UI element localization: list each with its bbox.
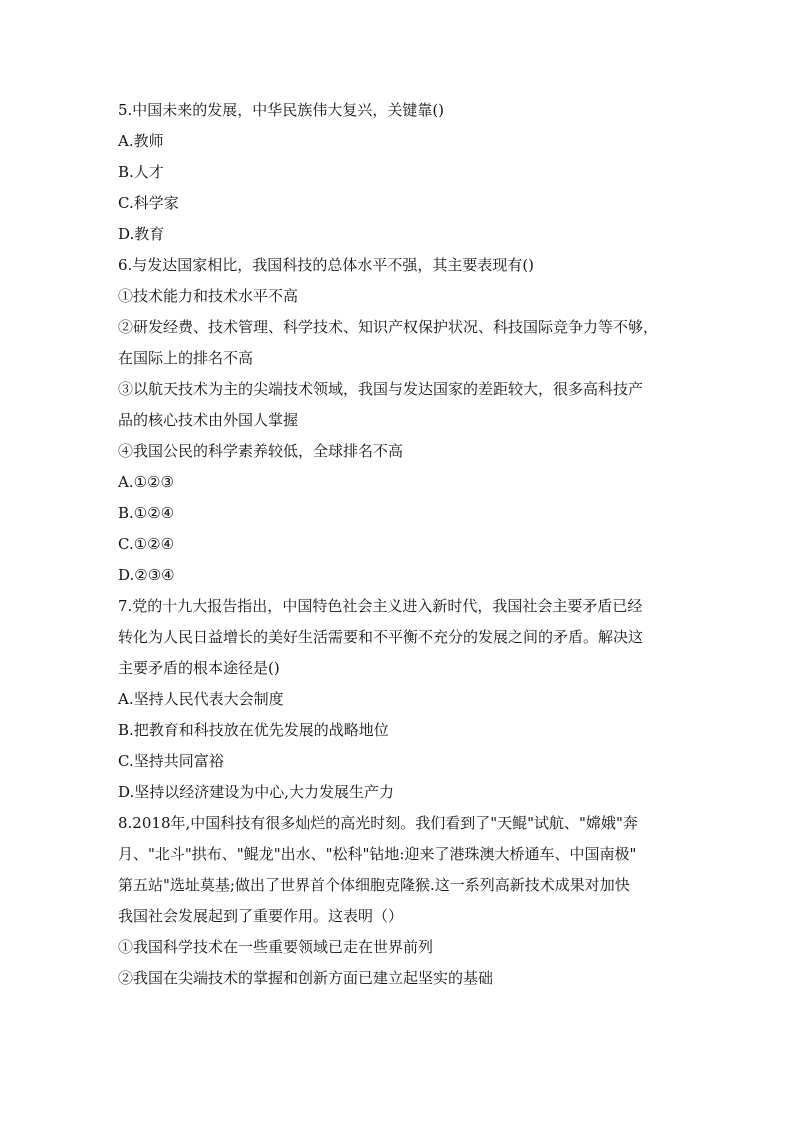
option-c: C.①②④ bbox=[118, 535, 175, 553]
question-stem-cont: 转化为人民日益增长的美好生活需要和不平衡不充分的发展之间的矛盾。解决这 bbox=[118, 628, 644, 646]
option-b: B.把教育和科技放在优先发展的战略地位 bbox=[118, 721, 389, 739]
statement-2-cont: 在国际上的排名不高 bbox=[118, 349, 254, 367]
option-b: B.①②④ bbox=[118, 504, 175, 522]
question-stem: 6.与发达国家相比，我国科技的总体水平不强，其主要表现有() bbox=[118, 256, 535, 274]
statement-1: ①技术能力和技术水平不高 bbox=[118, 287, 299, 305]
option-a: A.教师 bbox=[118, 132, 164, 150]
exam-page bbox=[118, 95, 678, 994]
statement-3: ③以航天技术为主的尖端技术领域，我国与发达国家的差距较大，很多高科技产 bbox=[118, 380, 644, 398]
option-c: C.科学家 bbox=[118, 194, 179, 212]
question-stem-cont: 月、"北斗"拱布、"鲲龙"出水、"松科"钻地:迎来了港珠澳大桥通车、中国南极" bbox=[118, 845, 637, 863]
question-7 bbox=[118, 591, 678, 808]
statement-3-cont: 品的核心技术由外国人掌握 bbox=[118, 411, 299, 429]
statement-2: ②我国在尖端技术的掌握和创新方面已建立起坚实的基础 bbox=[118, 969, 494, 987]
question-6 bbox=[118, 250, 678, 591]
option-b: B.人才 bbox=[118, 163, 164, 181]
question-stem-cont: 第五站"选址莫基;做出了世界首个体细胞克隆猴.这一系列高新技术成果对加快 bbox=[118, 876, 630, 894]
statement-2: ②研发经费、技术管理、科学技术、知识产权保护状况、科技国际竞争力等不够， bbox=[118, 318, 659, 336]
option-d: D.②③④ bbox=[118, 566, 175, 584]
option-c: C.坚持共同富裕 bbox=[118, 752, 224, 770]
question-8 bbox=[118, 808, 678, 994]
question-5 bbox=[118, 95, 678, 250]
option-d: D.教育 bbox=[118, 225, 165, 243]
statement-4: ④我国公民的科学素养较低，全球排名不高 bbox=[118, 442, 404, 460]
question-stem: 8.2018年,中国科技有很多灿烂的高光时刻。我们看到了"天鲲"试航、"嫦娥"奔 bbox=[118, 814, 638, 832]
statement-1: ①我国科学技术在一些重要领域已走在世界前列 bbox=[118, 938, 434, 956]
option-d: D.坚持以经济建设为中心,大力发展生产力 bbox=[118, 783, 395, 801]
option-a: A.①②③ bbox=[118, 473, 174, 491]
option-a: A.坚持人民代表大会制度 bbox=[118, 690, 284, 708]
question-stem-cont: 主要矛盾的根本途径是() bbox=[118, 659, 280, 677]
question-stem-cont: 我国社会发展起到了重要作用。这表明（） bbox=[118, 907, 404, 925]
question-stem: 5.中国未来的发展，中华民族伟大复兴，关键靠() bbox=[118, 101, 445, 119]
question-stem: 7.党的十九大报告指出，中国特色社会主义进入新时代，我国社会主要矛盾已经 bbox=[118, 597, 643, 615]
